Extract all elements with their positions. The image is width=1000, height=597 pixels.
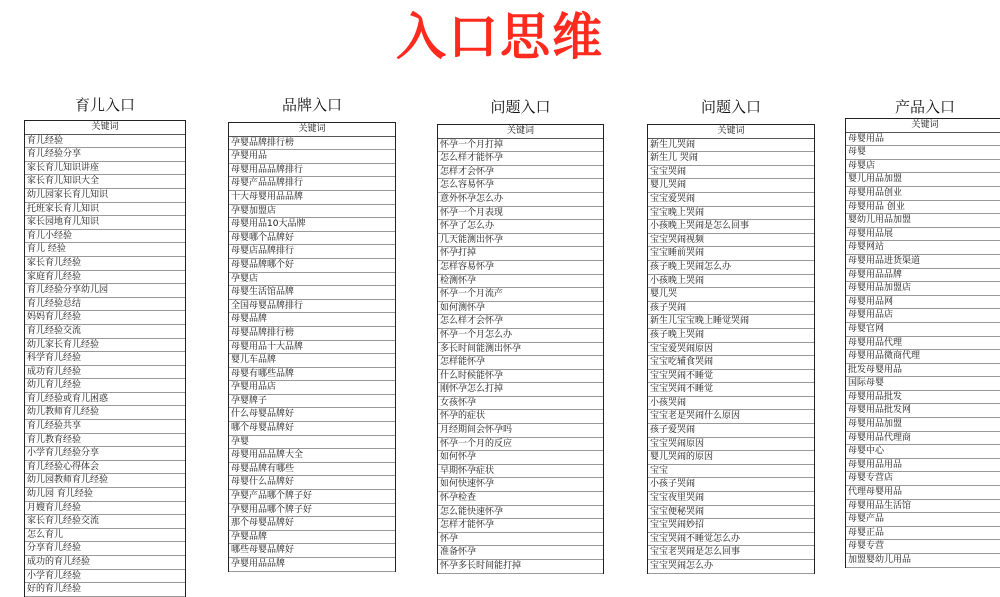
table-row: 托班家长育儿知识	[25, 203, 185, 217]
table-row: 母婴中心	[846, 445, 1000, 459]
table-row: 家长育儿知识讲座	[25, 162, 185, 176]
table-row: 幼儿园 育儿经验	[25, 488, 185, 502]
table-row: 怎样才能怀孕	[438, 519, 603, 533]
table-header: 关键词	[25, 121, 185, 135]
table-row: 宝宝爱哭闹	[648, 193, 814, 207]
table-row: 母婴用品10大品牌	[229, 218, 395, 232]
table-row: 怎么育儿	[25, 529, 185, 543]
table-row: 母婴用品进货渠道	[846, 255, 1000, 269]
table-row: 宝宝便秘哭闹	[648, 506, 814, 520]
table-row: 家长育儿知识大全	[25, 175, 185, 189]
table-row: 育儿经验交流	[25, 325, 185, 339]
table-row: 月嫂育儿经验	[25, 502, 185, 516]
table-row: 宝宝哭闹原因	[648, 438, 814, 452]
table-row: 宝宝哭闹	[648, 166, 814, 180]
table-row: 母婴	[846, 146, 1000, 160]
table-row: 育儿小经验	[25, 230, 185, 244]
table-row: 家庭育儿经验	[25, 271, 185, 285]
table-row: 成功的育儿经验	[25, 556, 185, 570]
table-row: 分享育儿经验	[25, 542, 185, 556]
table-row: 母婴用品代理	[846, 337, 1000, 351]
column-title: 品牌入口	[281, 96, 342, 114]
table-row: 新生儿哭闹	[648, 139, 814, 153]
table-row: 母婴用品品牌	[846, 269, 1000, 283]
table-row: 宝宝哭闹妙招	[648, 519, 814, 533]
table-row: 孕婴用品品牌	[229, 558, 395, 572]
table-row: 幼儿教师育儿经验	[25, 406, 185, 420]
page-title: 入口思维	[396, 8, 604, 66]
table-row: 宝宝哭闹不睡觉	[648, 370, 814, 384]
table-row: 怀孕检查	[438, 492, 603, 506]
table-row: 怎么能快速怀孕	[438, 506, 603, 520]
table-row: 母婴生活馆品牌	[229, 286, 395, 300]
table-row: 批发母婴用品	[846, 364, 1000, 378]
table-row: 母婴什么品牌好	[229, 476, 395, 490]
table-row: 宝宝	[648, 465, 814, 479]
table-row: 母婴品牌有哪些	[229, 463, 395, 477]
table-row: 多长时间能测出怀孕	[438, 343, 603, 357]
table-row: 母婴用品十大品牌	[229, 341, 395, 355]
table-row: 新生儿宝宝晚上睡觉哭闹	[648, 315, 814, 329]
keyword-table	[228, 122, 396, 572]
table-row: 育儿经验或育儿困惑	[25, 393, 185, 407]
table-row: 育儿经验	[25, 135, 185, 149]
keyword-table	[24, 120, 186, 597]
table-row: 育儿经验分享幼儿园	[25, 284, 185, 298]
table-row: 婴儿哭闹的原因	[648, 451, 814, 465]
table-row: 母婴用品	[846, 133, 1000, 147]
table-row: 准备怀孕	[438, 546, 603, 560]
table-row: 宝宝睡前哭闹	[648, 247, 814, 261]
table-row: 好的育儿经验	[25, 583, 185, 597]
table-row: 家长园地育儿知识	[25, 216, 185, 230]
table-row: 小学育儿经验分享	[25, 447, 185, 461]
table-row: 怎样才会怀孕	[438, 166, 603, 180]
table-row: 成功育儿经验	[25, 366, 185, 380]
table-row: 怀孕多长时间能打掉	[438, 560, 603, 574]
table-row: 意外怀孕怎么办	[438, 193, 603, 207]
table-row: 孕婴	[229, 436, 395, 450]
table-row: 母婴用品店	[846, 309, 1000, 323]
table-row: 怀孕一个月打掉	[438, 139, 603, 153]
table-row: 孕婴品牌排行榜	[229, 137, 395, 151]
table-row: 婴儿车品牌	[229, 354, 395, 368]
table-row: 国际母婴	[846, 377, 1000, 391]
table-row: 小孩晚上哭闹	[648, 275, 814, 289]
keyword-table	[647, 124, 815, 574]
table-row: 宝宝爱哭闹原因	[648, 343, 814, 357]
table-row: 母婴用品批发	[846, 391, 1000, 405]
table-row: 科学育儿经验	[25, 352, 185, 366]
table-row: 育儿 经验	[25, 243, 185, 257]
table-row: 早期怀孕症状	[438, 465, 603, 479]
table-row: 加盟婴幼儿用品	[846, 554, 1000, 568]
table-row: 母婴用品微商代理	[846, 350, 1000, 364]
table-row: 幼儿育儿经验	[25, 379, 185, 393]
table-row: 刚怀孕怎么打掉	[438, 383, 603, 397]
table-row: 孕婴产品哪个牌子好	[229, 490, 395, 504]
table-row: 幼儿园家长育儿知识	[25, 189, 185, 203]
keyword-table	[845, 118, 1000, 568]
column-title: 问题入口	[490, 98, 551, 116]
table-row: 孕婴用品店	[229, 381, 395, 395]
table-row: 家长育儿经验	[25, 257, 185, 271]
table-row: 宝宝哭闹不睡觉怎么办	[648, 533, 814, 547]
table-row: 怎样容易怀孕	[438, 261, 603, 275]
table-row: 母婴正品	[846, 527, 1000, 541]
table-row: 母婴有哪些品牌	[229, 368, 395, 382]
table-row: 婴儿哭闹	[648, 179, 814, 193]
table-row: 小孩晚上哭闹是怎么回事	[648, 220, 814, 234]
table-row: 母婴用品创业	[846, 187, 1000, 201]
table-row: 家长育儿经验交流	[25, 515, 185, 529]
table-row: 母婴网站	[846, 241, 1000, 255]
table-row: 孕婴牌子	[229, 395, 395, 409]
table-row: 如何测怀孕	[438, 302, 603, 316]
table-row: 孩子哭闹	[648, 302, 814, 316]
table-row: 宝宝夜里哭闹	[648, 492, 814, 506]
table-row: 母婴品牌哪个好	[229, 259, 395, 273]
table-row: 孕婴店	[229, 273, 395, 287]
table-row: 孕婴用品哪个牌子好	[229, 504, 395, 518]
table-row: 宝宝老哭闹是怎么回事	[648, 546, 814, 560]
table-row: 宝宝哭闹不睡觉	[648, 383, 814, 397]
column-title: 问题入口	[700, 98, 761, 116]
table-row: 母婴用品网	[846, 296, 1000, 310]
table-row: 宝宝哭闹视频	[648, 234, 814, 248]
table-row: 母婴用品代理商	[846, 432, 1000, 446]
table-row: 怀孕	[438, 533, 603, 547]
table-row: 母婴用品加盟	[846, 418, 1000, 432]
table-row: 那个母婴品牌好	[229, 517, 395, 531]
table-row: 小学育儿经验	[25, 570, 185, 584]
table-row: 母婴品牌	[229, 313, 395, 327]
table-row: 母婴专营店	[846, 472, 1000, 486]
table-row: 母婴用品用品	[846, 459, 1000, 473]
table-row: 如何快速怀孕	[438, 478, 603, 492]
table-row: 宝宝哭闹怎么办	[648, 560, 814, 574]
table-row: 怀孕一个月的反应	[438, 438, 603, 452]
table-header: 关键词	[229, 123, 395, 137]
keyword-table	[437, 124, 604, 574]
table-row: 怀孕打掉	[438, 247, 603, 261]
table-row: 孕婴加盟店	[229, 205, 395, 219]
table-row: 小孩哭闹	[648, 397, 814, 411]
table-row: 代理母婴用品	[846, 486, 1000, 500]
table-row: 孕婴品牌	[229, 531, 395, 545]
table-row: 婴儿用品加盟	[846, 173, 1000, 187]
table-row: 母婴用品批发网	[846, 404, 1000, 418]
table-row: 如何怀孕	[438, 451, 603, 465]
table-row: 母婴用品生活馆	[846, 500, 1000, 514]
table-row: 母婴官网	[846, 323, 1000, 337]
table-row: 怀孕一个月流产	[438, 288, 603, 302]
table-row: 怀孕一个月怎么办	[438, 329, 603, 343]
table-row: 母婴店品牌排行	[229, 245, 395, 259]
table-row: 母婴用品展	[846, 228, 1000, 242]
table-row: 孩子爱哭闹	[648, 424, 814, 438]
table-row: 检测怀孕	[438, 275, 603, 289]
table-row: 全国母婴品牌排行	[229, 300, 395, 314]
table-row: 哪个母婴品牌好	[229, 422, 395, 436]
table-row: 怀孕了怎么办	[438, 220, 603, 234]
table-row: 怀孕一个月表现	[438, 207, 603, 221]
table-row: 新生儿 哭闹	[648, 152, 814, 166]
table-row: 幼儿家长育儿经验	[25, 339, 185, 353]
table-row: 孕婴用品	[229, 150, 395, 164]
table-row: 孩子晚上哭闹怎么办	[648, 261, 814, 275]
table-row: 母婴产品	[846, 513, 1000, 527]
table-row: 育儿经验共享	[25, 420, 185, 434]
table-row: 母婴品牌排行榜	[229, 327, 395, 341]
column-title: 育儿入口	[74, 96, 135, 114]
table-row: 母婴哪个品牌好	[229, 232, 395, 246]
table-row: 十大母婴用品品牌	[229, 191, 395, 205]
table-row: 母婴用品加盟店	[846, 282, 1000, 296]
table-row: 小孩子哭闹	[648, 478, 814, 492]
table-row: 几天能测出怀孕	[438, 234, 603, 248]
table-header: 关键词	[648, 125, 814, 139]
table-header: 关键词	[438, 125, 603, 139]
table-row: 怀孕的症状	[438, 410, 603, 424]
column-title: 产品入口	[894, 98, 955, 116]
table-row: 母婴用品品牌排行	[229, 164, 395, 178]
table-row: 育儿经验心得体会	[25, 461, 185, 475]
table-row: 母婴用品品牌大全	[229, 449, 395, 463]
table-row: 妈妈育儿经验	[25, 311, 185, 325]
table-row: 月经期间会怀孕吗	[438, 424, 603, 438]
table-row: 怎么容易怀孕	[438, 179, 603, 193]
table-row: 宝宝老是哭闹什么原因	[648, 410, 814, 424]
table-row: 孩子晚上哭闹	[648, 329, 814, 343]
table-row: 哪些母婴品牌好	[229, 544, 395, 558]
table-row: 育儿经验总结	[25, 298, 185, 312]
table-row: 母婴用品 创业	[846, 201, 1000, 215]
table-row: 怎么样才会怀孕	[438, 315, 603, 329]
table-row: 什么时候能怀孕	[438, 370, 603, 384]
table-row: 育儿经验分享	[25, 148, 185, 162]
table-header: 关键词	[846, 119, 1000, 133]
table-row: 女孩怀孕	[438, 397, 603, 411]
table-row: 婴幼儿用品加盟	[846, 214, 1000, 228]
table-row: 婴儿哭	[648, 288, 814, 302]
table-row: 母婴店	[846, 160, 1000, 174]
table-row: 怎样能怀孕	[438, 356, 603, 370]
table-row: 幼儿园教师育儿经验	[25, 474, 185, 488]
table-row: 宝宝吃辅食哭闹	[648, 356, 814, 370]
table-row: 母婴专营	[846, 540, 1000, 554]
table-row: 宝宝晚上哭闹	[648, 207, 814, 221]
table-row: 母婴产品品牌排行	[229, 177, 395, 191]
table-row: 怎么样才能怀孕	[438, 152, 603, 166]
table-row: 什么母婴品牌好	[229, 408, 395, 422]
table-row: 育儿教育经验	[25, 434, 185, 448]
